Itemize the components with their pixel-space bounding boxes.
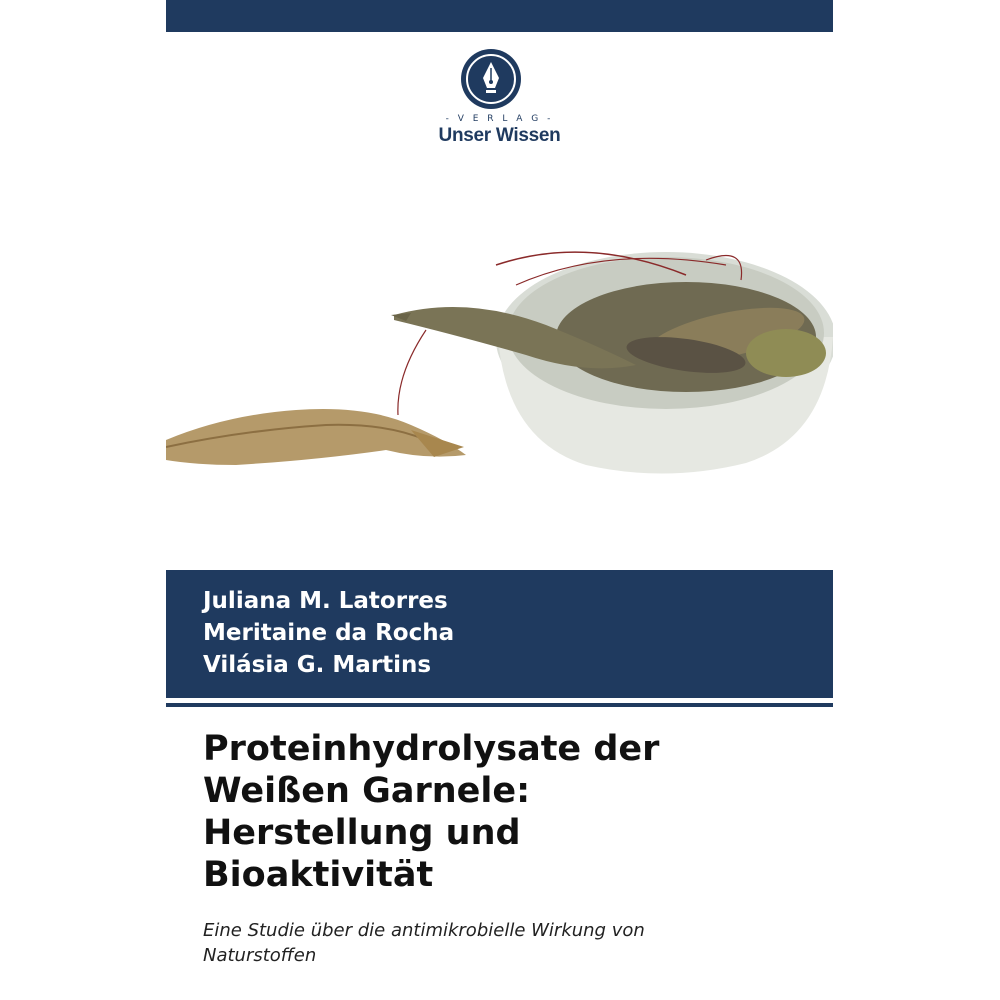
book-title	[203, 728, 813, 896]
author-name: Vilásia G. Martins	[203, 652, 432, 678]
title-line: Bioaktivität	[203, 855, 434, 895]
top-bar	[166, 0, 833, 32]
book-cover	[166, 0, 833, 1000]
authors-box	[166, 570, 833, 698]
title-line: Proteinhydrolysate der	[203, 729, 660, 769]
subtitle-line: Eine Studie über die antimikrobielle Wirkung von	[203, 920, 645, 941]
publisher-logo	[166, 48, 833, 148]
publisher-imprint: - V E R L A G -	[445, 114, 554, 124]
divider	[166, 703, 833, 707]
publisher-name: Unser Wissen	[438, 125, 561, 146]
title-line: Herstellung und	[203, 813, 521, 853]
fountain-pen-icon	[460, 48, 522, 110]
book-subtitle	[203, 918, 813, 968]
shrimp-bowl-photo	[166, 225, 833, 565]
author-name: Meritaine da Rocha	[203, 620, 455, 646]
author-name: Juliana M. Latorres	[203, 588, 448, 614]
subtitle-line: Naturstoffen	[203, 945, 317, 966]
title-line: Weißen Garnele:	[203, 771, 531, 811]
